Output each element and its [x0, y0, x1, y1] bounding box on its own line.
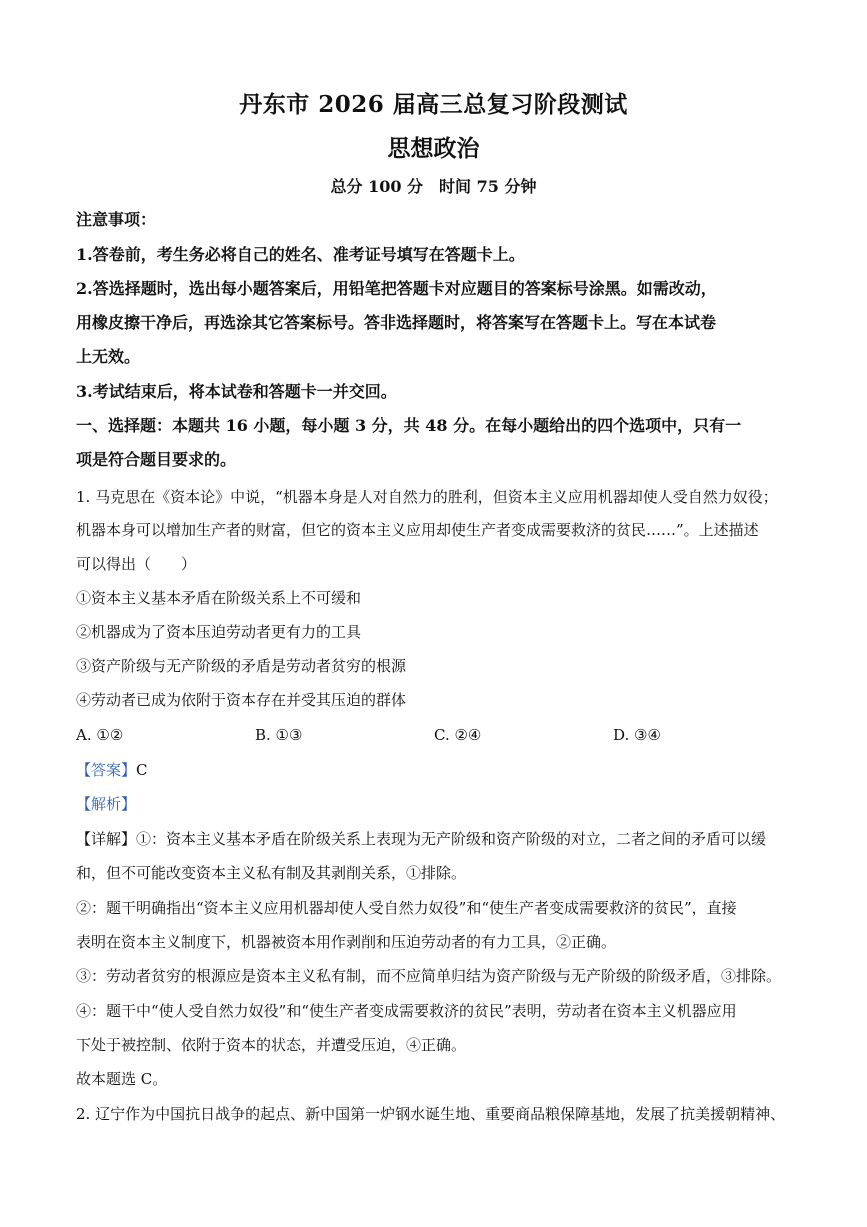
q1-detail-5: ③：劳动者贫穷的根源应是资本主义私有制，而不应简单归结为资产阶级与无产阶级的阶级矛盾，③排除。 [76, 967, 782, 985]
notice-line-2c: 上无效。 [76, 347, 141, 366]
q1-answer-line [76, 760, 796, 780]
section-heading-1: 一、选择题：本题共 16 小题，每小题 3 分，共 48 分。在每小题给出的四个选项中，只有一 [76, 416, 742, 435]
q1-option-a: A. ①② [76, 726, 124, 744]
exam-subject: 思想政治 [387, 135, 480, 162]
q1-detail-3: ②：题干明确指出“资本主义应用机器却使人受自然力奴役”和“使生产者变成需要救济的贫民”，直接 [76, 899, 737, 917]
q1-stem-2: 机器本身可以增加生产者的财富，但它的资本主义应用却使生产者变成需要救济的贫民……”。上述描述 [76, 521, 759, 539]
q1-stem-1: 1. 马克思在《资本论》中说，“机器本身是人对自然力的胜利，但资本主义应用机器却使人受自然力奴役； [76, 488, 778, 506]
exam-title: 丹东市 2026 届高三总复习阶段测试 [239, 91, 628, 118]
exam-info: 总分 100 分 时间 75 分钟 [330, 177, 537, 196]
notice-line-3: 3.考试结束后，将本试卷和答题卡一并交回。 [76, 382, 397, 401]
q1-conclusion: 故本题选 C。 [76, 1070, 168, 1088]
q1-option-b: B. ①③ [255, 726, 303, 744]
q1-detail-1: 【详解】①：资本主义基本矛盾在阶级关系上表现为无产阶级和资产阶级的对立，二者之间的矛盾可以缓 [76, 830, 767, 848]
q1-detail-7: 下处于被控制、依附于资本的状态，并遭受压迫，④正确。 [76, 1036, 467, 1054]
q1-detail-2: 和，但不可能改变资本主义私有制及其剥削关系，①排除。 [76, 864, 467, 882]
q2-stem-1: 2. 辽宁作为中国抗日战争的起点、新中国第一炉钢水诞生地、重要商品粮保障基地，发展了抗美援朝精神、 [76, 1105, 786, 1123]
q1-item-3: ③资产阶级与无产阶级的矛盾是劳动者贫穷的根源 [76, 657, 407, 675]
notice-heading: 注意事项： [76, 210, 157, 229]
notice-line-2b: 用橡皮擦干净后，再选涂其它答案标号。答非选择题时，将答案写在答题卡上。写在本试卷 [76, 313, 717, 332]
q1-detail-4: 表明在资本主义制度下，机器被资本用作剥削和压迫劳动者的有力工具，②正确。 [76, 933, 617, 951]
q1-item-2: ②机器成为了资本压迫劳动者更有力的工具 [76, 623, 362, 641]
section-heading-2: 项是符合题目要求的。 [76, 450, 237, 469]
q1-option-c: C. ②④ [434, 726, 482, 744]
q1-detail-6: ④：题干中“使人受自然力奴役”和“使生产者变成需要救济的贫民”表明，劳动者在资本主义机器应用 [76, 1002, 737, 1020]
q1-stem-3: 可以得出（ ） [76, 555, 197, 573]
answer-tag: 【答案】 [76, 761, 137, 779]
q1-option-d: D. ③④ [613, 726, 661, 744]
q1-item-4: ④劳动者已成为依附于资本存在并受其压迫的群体 [76, 691, 407, 709]
q1-item-1: ①资本主义基本矛盾在阶级关系上不可缓和 [76, 589, 362, 607]
notice-line-2a: 2.答选择题时，选出每小题答案后，用铅笔把答题卡对应题目的答案标号涂黑。如需改动， [76, 279, 717, 298]
notice-line-1: 1.答卷前，考生务必将自己的姓名、准考证号填写在答题卡上。 [76, 245, 525, 264]
analysis-tag: 【解析】 [76, 795, 137, 813]
answer-value: C [136, 761, 148, 779]
